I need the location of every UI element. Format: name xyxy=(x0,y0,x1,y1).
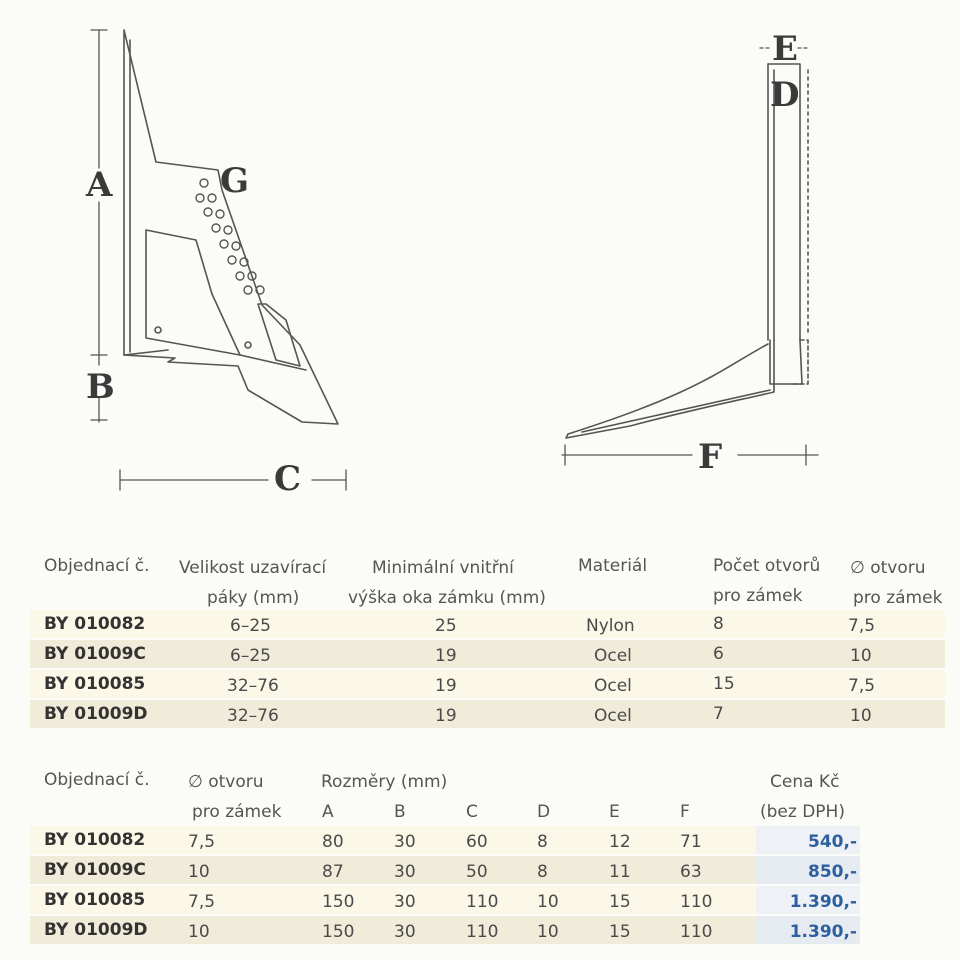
header-e: E xyxy=(609,802,620,822)
header-material: Materiál xyxy=(578,556,648,576)
row-b: 30 xyxy=(394,892,416,912)
row-b: 30 xyxy=(394,862,416,882)
header-order: Objednací č. xyxy=(44,556,150,576)
row-f: 110 xyxy=(680,922,713,942)
hasp-side-view xyxy=(566,64,808,438)
label-g: G xyxy=(220,161,250,201)
row-a: 80 xyxy=(322,832,344,852)
row-lever: 6–25 xyxy=(230,616,271,636)
row-f: 110 xyxy=(680,892,713,912)
header-d: D xyxy=(537,802,551,822)
row-lever: 32–76 xyxy=(227,676,279,696)
row-height: 25 xyxy=(435,616,457,636)
header-c: C xyxy=(466,802,478,822)
row-diameter: 10 xyxy=(188,862,210,882)
header-diameter: ∅ otvoru xyxy=(850,558,926,578)
row-diameter: 7,5 xyxy=(848,676,876,696)
row-material: Ocel xyxy=(594,676,632,696)
header-price: Cena Kč xyxy=(770,772,840,792)
row-band xyxy=(30,700,945,728)
row-c: 60 xyxy=(466,832,488,852)
row-b: 30 xyxy=(394,832,416,852)
row-a: 150 xyxy=(322,922,355,942)
header-holes: Počet otvorů xyxy=(713,556,821,576)
label-f: F xyxy=(698,437,723,477)
row-height: 19 xyxy=(435,676,457,696)
row-f: 71 xyxy=(680,832,702,852)
row-e: 15 xyxy=(609,922,631,942)
row-e: 12 xyxy=(609,832,631,852)
header-diameter-2: pro zámek xyxy=(192,802,282,822)
label-a: A xyxy=(86,165,113,205)
header-price-2: (bez DPH) xyxy=(760,802,845,822)
header-holes-2: pro zámek xyxy=(713,586,803,606)
label-e: E xyxy=(772,29,798,69)
row-band xyxy=(30,610,945,638)
row-height: 19 xyxy=(435,646,457,666)
header-order: Objednací č. xyxy=(44,770,150,790)
row-material: Nylon xyxy=(586,616,635,636)
row-a: 150 xyxy=(322,892,355,912)
row-order: BY 01009C xyxy=(44,860,146,880)
row-diameter: 10 xyxy=(188,922,210,942)
row-height: 19 xyxy=(435,706,457,726)
label-c: C xyxy=(274,459,302,499)
label-b: B xyxy=(86,367,115,407)
row-order: BY 01009C xyxy=(44,644,146,664)
row-order: BY 010082 xyxy=(44,614,146,634)
row-order: BY 010082 xyxy=(44,830,146,850)
header-diameter-2: pro zámek xyxy=(853,588,943,608)
row-f: 63 xyxy=(680,862,702,882)
row-d: 10 xyxy=(537,892,559,912)
row-diameter: 10 xyxy=(850,706,872,726)
row-price: 850,- xyxy=(808,862,857,882)
dimension-c xyxy=(120,470,346,490)
row-a: 87 xyxy=(322,862,344,882)
row-diameter: 7,5 xyxy=(188,892,216,912)
dimension-f xyxy=(562,445,818,465)
row-material: Ocel xyxy=(594,706,632,726)
header-b: B xyxy=(394,802,406,822)
row-price: 540,- xyxy=(808,832,857,852)
header-lever-2: páky (mm) xyxy=(207,588,300,608)
row-b: 30 xyxy=(394,922,416,942)
header-a: A xyxy=(322,802,334,822)
row-c: 110 xyxy=(466,892,499,912)
row-price: 1.390,- xyxy=(789,892,857,912)
row-order: BY 01009D xyxy=(44,704,148,724)
row-d: 10 xyxy=(537,922,559,942)
row-order: BY 010085 xyxy=(44,674,146,694)
row-holes: 6 xyxy=(713,644,724,664)
row-holes: 8 xyxy=(713,614,724,634)
header-height: Minimální vnitřní xyxy=(372,558,514,578)
row-e: 15 xyxy=(609,892,631,912)
label-d: D xyxy=(770,75,800,115)
row-c: 50 xyxy=(466,862,488,882)
header-height-2: výška oka zámku (mm) xyxy=(348,588,546,608)
row-d: 8 xyxy=(537,862,548,882)
dimension-a-b xyxy=(91,30,107,422)
header-diameter: ∅ otvoru xyxy=(188,772,264,792)
row-band xyxy=(30,670,945,698)
row-c: 110 xyxy=(466,922,499,942)
row-lever: 32–76 xyxy=(227,706,279,726)
row-e: 11 xyxy=(609,862,631,882)
row-order: BY 010085 xyxy=(44,890,146,910)
row-lever: 6–25 xyxy=(230,646,271,666)
header-lever: Velikost uzavírací xyxy=(179,558,327,578)
row-order: BY 01009D xyxy=(44,920,148,940)
row-holes: 15 xyxy=(713,674,735,694)
header-f: F xyxy=(680,802,690,822)
row-price: 1.390,- xyxy=(789,922,857,942)
row-d: 8 xyxy=(537,832,548,852)
row-holes: 7 xyxy=(713,704,724,724)
row-material: Ocel xyxy=(594,646,632,666)
row-diameter: 7,5 xyxy=(188,832,216,852)
row-diameter: 7,5 xyxy=(848,616,876,636)
header-dimensions: Rozměry (mm) xyxy=(321,772,448,792)
row-diameter: 10 xyxy=(850,646,872,666)
row-band xyxy=(30,640,945,668)
